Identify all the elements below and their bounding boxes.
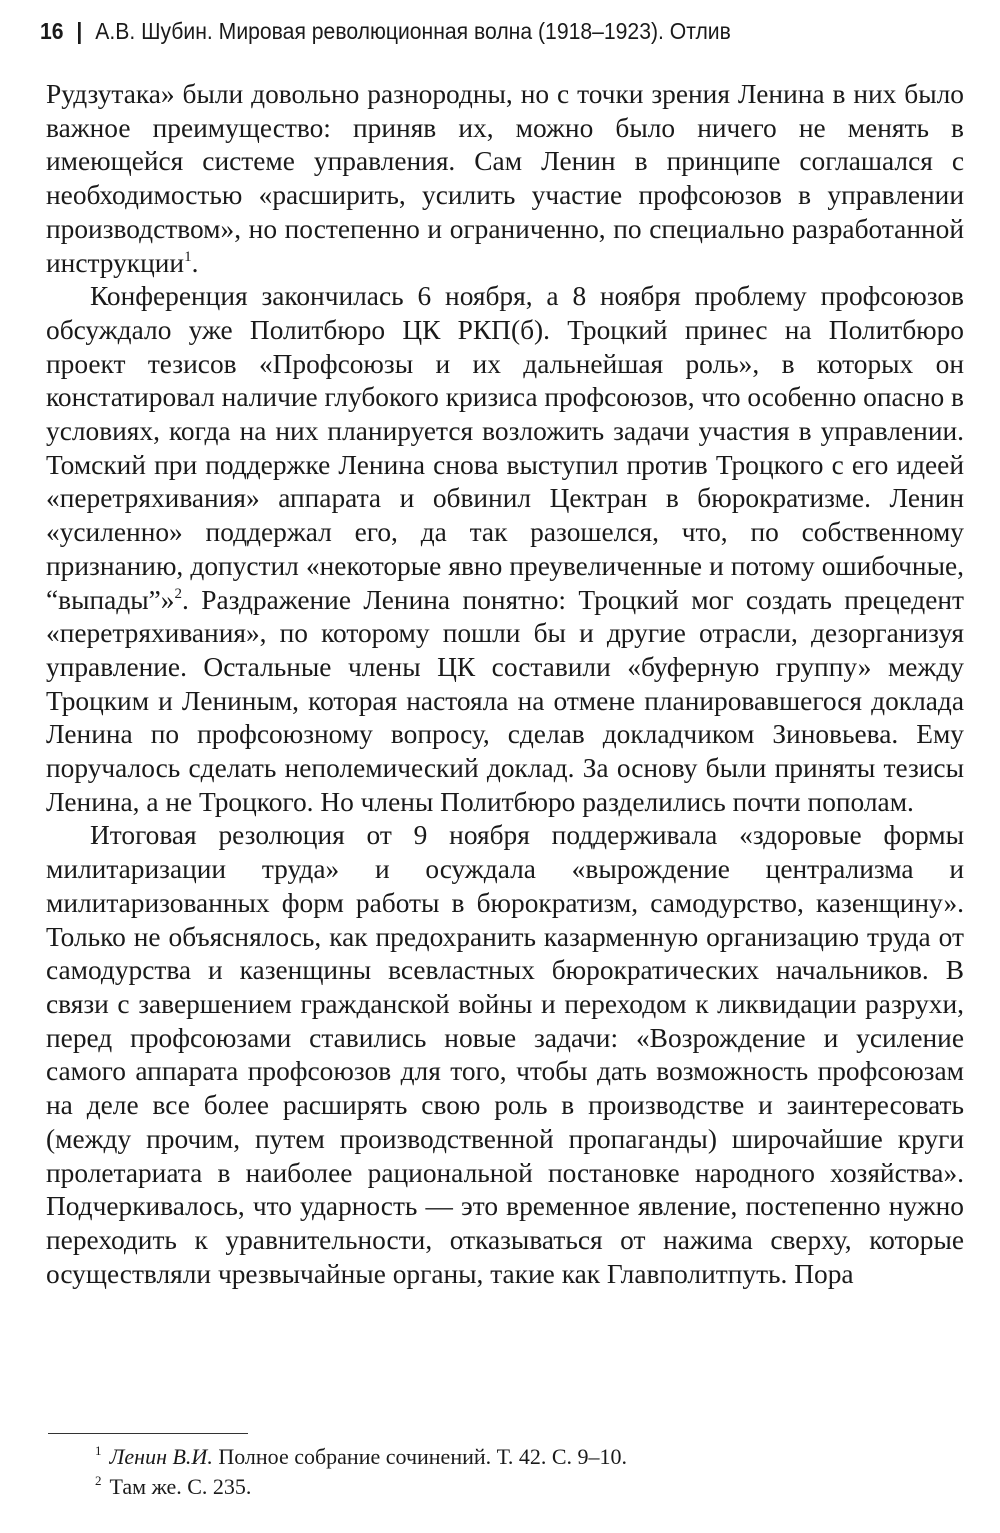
footnote-text: Полное собрание сочинений. Т. 42. С. 9–10.	[212, 1444, 628, 1469]
footnote-rule	[48, 1433, 248, 1434]
footnotes	[95, 1442, 955, 1502]
running-head	[40, 14, 896, 48]
paragraph-3	[46, 819, 964, 1291]
footnote-2	[95, 1472, 955, 1502]
paragraph-3-text: Итоговая резолюция от 9 ноября поддерживала «здоровые формы милитаризации труда» и осуждала «вырождение централизма и милитаризованных форм работы в бюрократизм, самодурство, казенщину». Только не объяснялось, как предохранить казарменную организацию труда от самодурства и казенщины всевластных бюрократических начальников. В связи с завершением гражданской войны и переходом к ликвидации разрухи, перед профсоюзами ставились новые задачи: «Возрождение и усиление самого аппарата профсоюзов для того, чтобы дать возможность профсоюзам на деле все более расширять свою роль в производстве и заинтересовать (между прочим, путем производственной пропаганды) широчайшие круги пролетариата в наиболее рациональной постановке народного хозяйства». Подчеркивалось, что ударность — это временное явление, постепенно нужно переходить к уравнительности, отказываться от нажима сверху, которые осуществляли чрезвычайные органы, такие как Главполитпуть. Пора	[46, 820, 964, 1289]
paragraph-2	[46, 280, 964, 819]
paragraph-2-text: Конференция закончилась 6 ноября, а 8 ноября проблему профсоюзов обсуждало уже Политбюро ЦК РКП(б). Троцкий принес на Политбюро проект тезисов «Профсоюзы и их дальнейшая роль», в которых он констатировал наличие глубокого кризиса профсоюзов, что особенно опасно в условиях, когда на них планируется возложить задачи участия в управлении. Томский при поддержке Ленина снова выступил против Троцкого с его идеей «перетряхивания» аппарата и обвинил Цектран в бюрократизме. Ленин «усиленно» поддержал его, да так разошелся, что, по собственному признанию, допустил «некоторые явно преувеличенные и потому ошибочные, “выпады”»	[46, 281, 964, 615]
footnote-mark: 2	[95, 1473, 102, 1488]
paragraph-1-text: Рудзутака» были довольно разнородны, но с точки зрения Ленина в них было важное преимущество: приняв их, можно было ничего не менять в имеющейся системе управления. Сам Ленин в принципе соглашался с необходимостью «расширить, усилить участие профсоюзов в управлении производством», но постепенно и ограниченно, по специально разработанной инструкции	[46, 79, 964, 278]
footnote-text: Там же. С. 235.	[109, 1474, 252, 1499]
header-separator: |	[76, 18, 83, 44]
footnote-author: Ленин В.И.	[109, 1444, 213, 1469]
paragraph-2-tail: . Раздражение Ленина понятно: Троцкий мог создать прецедент «перетряхивания», по которому пошли бы и другие отрасли, дезорганизуя управление. Остальные члены ЦК составили «буферную группу» между Троцким и Лениным, которая настояла на отмене планировавшегося доклада Ленина по профсоюзному вопросу, сделав докладчиком Зиновьева. Ему поручалось сделать неполемический доклад. За основу были приняты тезисы Ленина, а не Троцкого. Но члены Политбюро разделились почти пополам.	[46, 584, 964, 817]
page-number: 16	[40, 18, 64, 44]
footnote-ref-1[interactable]: 1	[184, 248, 192, 265]
footnote-mark: 1	[95, 1443, 102, 1458]
paragraph-1	[46, 78, 964, 280]
running-title: А.В. Шубин. Мировая революционная волна (1918–1923). Отлив	[95, 18, 731, 44]
footnote-ref-2[interactable]: 2	[174, 585, 183, 602]
footnote-1	[95, 1442, 955, 1472]
body-text	[46, 78, 964, 1291]
paragraph-1-tail: .	[191, 247, 199, 278]
